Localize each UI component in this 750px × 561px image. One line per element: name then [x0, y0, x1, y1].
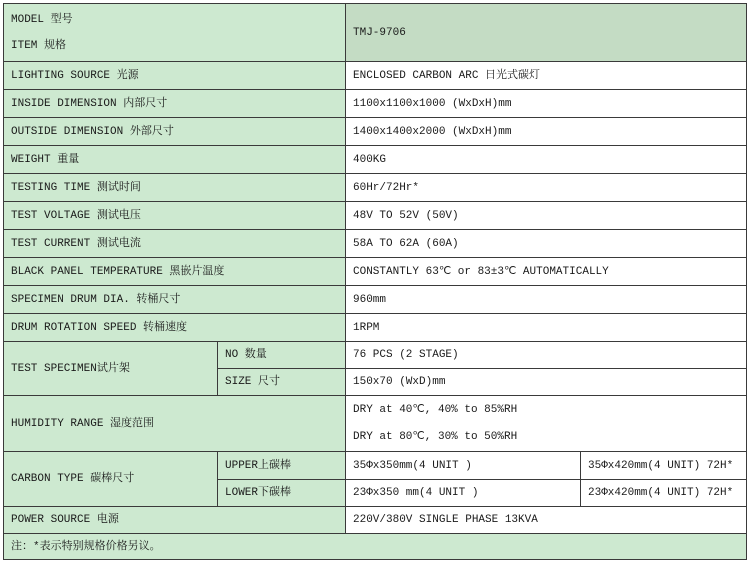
lighting-source-label: LIGHTING SOURCE 光源: [4, 62, 346, 90]
spec-table: [3, 3, 747, 560]
row-weight: [4, 146, 747, 174]
testing-time-label: TESTING TIME 测试时间: [4, 174, 346, 202]
weight-label: WEIGHT 重量: [4, 146, 346, 174]
inside-dimension-label: INSIDE DIMENSION 内部尺寸: [4, 90, 346, 118]
outside-dimension-value: 1400x1400x2000 (WxDxH)mm: [346, 118, 747, 146]
specimen-drum-value: 960mm: [346, 286, 747, 314]
power-source-label: POWER SOURCE 电源: [4, 507, 346, 534]
specimen-size-label: SIZE 尺寸: [218, 369, 346, 396]
power-source-value: 220V/380V SINGLE PHASE 13KVA: [346, 507, 747, 534]
item-label: ITEM 规格: [11, 39, 67, 52]
row-specimen-drum: [4, 286, 747, 314]
specimen-drum-label: SPECIMEN DRUM DIA. 转桶尺寸: [4, 286, 346, 314]
test-voltage-label: TEST VOLTAGE 测试电压: [4, 202, 346, 230]
carbon-type-label: CARBON TYPE 碳棒尺寸: [4, 452, 218, 507]
carbon-lower-label: LOWER下碳棒: [218, 480, 346, 507]
inside-dimension-value: 1100x1100x1000 (WxDxH)mm: [346, 90, 747, 118]
row-test-current: [4, 230, 747, 258]
drum-rotation-value: 1RPM: [346, 314, 747, 342]
testing-time-value: 60Hr/72Hr*: [346, 174, 747, 202]
row-humidity-range: [4, 396, 747, 452]
row-lighting-source: [4, 62, 747, 90]
row-test-specimen-no: [4, 342, 747, 369]
test-specimen-label: TEST SPECIMEN试片架: [4, 342, 218, 396]
carbon-upper-value-1: 35Φx350mm(4 UNIT ): [346, 452, 581, 480]
row-drum-rotation: [4, 314, 747, 342]
weight-value: 400KG: [346, 146, 747, 174]
footnote: 注：*表示特别规格价格另议。: [4, 534, 747, 560]
row-black-panel-temperature: [4, 258, 747, 286]
specimen-no-value: 76 PCS (2 STAGE): [346, 342, 747, 369]
row-carbon-upper: [4, 452, 747, 480]
carbon-upper-value-2: 35Φx420mm(4 UNIT) 72H*: [581, 452, 747, 480]
carbon-upper-label: UPPER上碳棒: [218, 452, 346, 480]
humidity-label: HUMIDITY RANGE 湿度范围: [4, 396, 346, 452]
specimen-no-label: NO 数量: [218, 342, 346, 369]
row-power-source: [4, 507, 747, 534]
humidity-value: [346, 396, 747, 452]
test-current-value: 58A TO 62A (60A): [346, 230, 747, 258]
black-panel-label: BLACK PANEL TEMPERATURE 黑嵌片温度: [4, 258, 346, 286]
black-panel-value: CONSTANTLY 63℃ or 83±3℃ AUTOMATICALLY: [346, 258, 747, 286]
outside-dimension-label: OUTSIDE DIMENSION 外部尺寸: [4, 118, 346, 146]
carbon-lower-value-2: 23Φx420mm(4 UNIT) 72H*: [581, 480, 747, 507]
row-model: [4, 4, 747, 62]
specimen-size-value: 150x70 (WxD)mm: [346, 369, 747, 396]
humidity-line-1: DRY at 40℃, 40% to 85%RH: [353, 404, 518, 416]
carbon-lower-value-1: 23Φx350 mm(4 UNIT ): [346, 480, 581, 507]
drum-rotation-label: DRUM ROTATION SPEED 转桶速度: [4, 314, 346, 342]
row-testing-time: [4, 174, 747, 202]
humidity-line-2: DRY at 80℃, 30% to 50%RH: [353, 431, 518, 443]
model-item-cell: [4, 4, 346, 62]
row-inside-dimension: [4, 90, 747, 118]
test-voltage-value: 48V TO 52V (50V): [346, 202, 747, 230]
model-label: MODEL 型号: [11, 13, 73, 26]
row-outside-dimension: [4, 118, 747, 146]
lighting-source-value: ENCLOSED CARBON ARC 日光式碳灯: [346, 62, 747, 90]
row-footnote: [4, 534, 747, 560]
model-value: TMJ-9706: [346, 4, 747, 62]
row-test-voltage: [4, 202, 747, 230]
test-current-label: TEST CURRENT 测试电流: [4, 230, 346, 258]
